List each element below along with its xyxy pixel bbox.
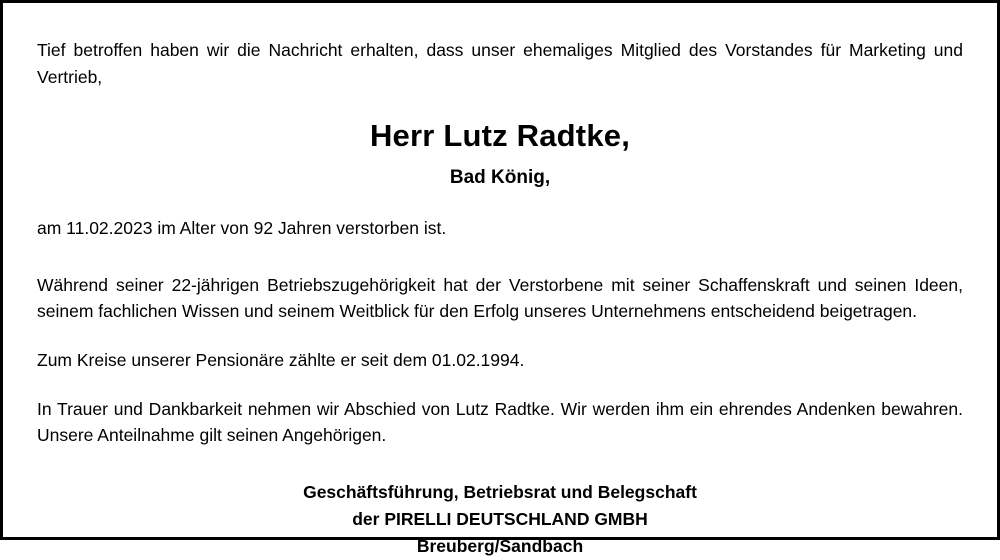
signature-line-2: der PIRELLI DEUTSCHLAND GMBH (352, 508, 648, 529)
deceased-name-block (37, 116, 963, 191)
intro-paragraph: Tief betroffen haben wir die Nachricht erhalten, dass unser ehemaliges Mitglied des Vorstandes für Marketing und Vertrieb, (37, 40, 963, 87)
signature-line-3: Breuberg/Sandbach (416, 535, 584, 556)
death-date-line: am 11.02.2023 im Alter von 92 Jahren verstorben ist. (37, 218, 447, 239)
pension-paragraph: Zum Kreise unserer Pensionäre zählte er seit dem 01.02.1994. (37, 349, 525, 370)
signature-block (37, 479, 963, 560)
deceased-city: Bad König, (449, 167, 551, 189)
signature-line-1: Geschäftsführung, Betriebsrat und Belegschaft (303, 481, 697, 502)
deceased-name: Herr Lutz Radtke, (369, 118, 631, 154)
mourning-paragraph: In Trauer und Dankbarkeit nehmen wir Abschied von Lutz Radtke. Wir werden ihm ein ehrendes Andenken bewahren. Unsere Anteilnahme gilt seinen Angehörigen. (37, 398, 963, 446)
tenure-paragraph: Während seiner 22-jährigen Betriebszugehörigkeit hat der Verstorbene mit seiner Schaffenskraft und seinen Ideen, seinem fachlichen Wissen und seinem Weitblick für den Erfolg unseres Unternehmens entscheidend beigetragen. (37, 274, 963, 322)
